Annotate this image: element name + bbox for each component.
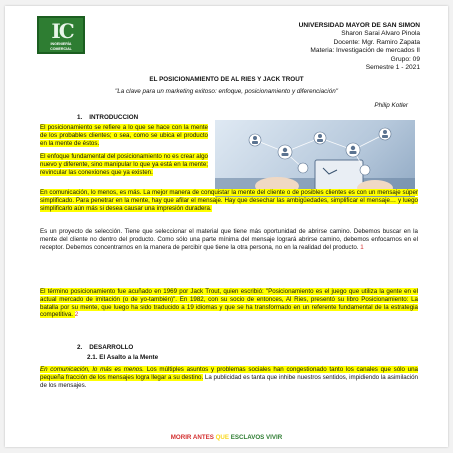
development-highlighted-text: Los múltiples asuntos y problemas sociales han congestionado tanto los canales que sólo una pequeña fracción de los mensajes logra llegar a su destino. (40, 366, 419, 381)
footnote-ref-2[interactable]: 2 (74, 311, 79, 319)
logo-mark: IC (51, 19, 73, 43)
intro-paragraph-3 (40, 189, 418, 212)
faculty-logo (37, 16, 85, 54)
footer-motto-part2: QUE (215, 434, 230, 441)
section-2-heading: 2. DESARROLLO (77, 344, 134, 351)
subject-name: Materia: Investigación de mercados II (310, 47, 420, 55)
logo-text-line1: INGENIERÍA (50, 42, 72, 46)
intro-paragraph-5-text: El término posicionamiento fue acuñado en 1969 por Jack Trout, quien escribió: "Posicionamiento es el juego que utiliza la gente en el actual mercado de imitación (o de yo-también)". En 1982, con su socio de entonces, Al Ries, presentó su libro Posicionamiento: La batalla por su mente, que luego ha sido traducido a 19 idiomas y que se ha transformado en un referente fundamental de la estrategia competitiva. (40, 288, 418, 319)
development-paragraph-1 (40, 366, 418, 389)
intro-paragraph-5 (40, 288, 418, 319)
subsection-2-1-heading: 2.1. El Asalto a la Mente (87, 354, 159, 361)
document-page (5, 6, 448, 447)
intro-paragraph-1-text: El posicionamiento se refiere a lo que se hace con la mente de los probables clientes; o sea, como se ubica el producto en la mente de éstos. (40, 124, 208, 147)
header-info (299, 22, 420, 72)
footer-motto (5, 434, 448, 441)
intro-paragraph-2-text: El enfoque fundamental del posicionamiento no es crear algo nuevo y diferente, sino manipular lo que ya está en la mente; revincular las conexiones que ya existen. (40, 153, 208, 176)
group-number: Grupo: 09 (390, 55, 420, 63)
intro-paragraph-4-text: Es un proyecto de selección. Tiene que seleccionar el material que tiene más oportunidad de abrirse camino. Debemos buscar en la mente del cliente no dentro del producto. Como sólo una parte mínima del mensaje logrará abrirse camino, debemos enfocarnos en el receptor. Debemos concentrarnos en la manera de percibir que tiene la otra persona, no en la realidad del producto. (40, 228, 418, 251)
footer-motto-part1: MORIR ANTES (170, 434, 216, 441)
university-name: UNIVERSIDAD MAYOR DE SAN SIMON (298, 22, 420, 29)
teacher-name: Docente: Mgr. Ramiro Zapata (333, 38, 420, 46)
semester: Semestre 1 - 2021 (365, 64, 420, 72)
student-name: Sharon Sarai Alvaro Pinola (341, 30, 420, 38)
footer-motto-part3: ESCLAVOS VIVIR (229, 434, 283, 441)
quote-author: Philip Kotler (374, 102, 408, 109)
section-1-heading: 1. INTRODUCCION (77, 114, 139, 121)
intro-paragraph-3-text: En comunicación, lo menos, es más. La mejor manera de conquistar la mente del cliente o de posibles clientes es con un mensaje súper simplificado. Para penetrar en la mente, hay que afilar el mensaje. Hay que desechar las ambigüedades, simplificar el mensaje… y luego simplificarlo aún más si desea causar una impresión duradera. (40, 189, 418, 212)
logo-text (40, 42, 82, 51)
logo-text-line2: COMERCIAL (50, 46, 72, 51)
intro-paragraph-1 (40, 124, 208, 147)
footnote-ref-1[interactable]: 1 (360, 243, 364, 251)
intro-paragraph-2 (40, 153, 208, 176)
document-title: EL POSICIONAMIENTO DE AL RIES Y JACK TROUT (149, 76, 304, 83)
development-plain-text: La publicidad es tanta que inhibe nuestros sentidos, impidiendo la asimilación de los mensajes. (40, 373, 418, 389)
intro-paragraph-4 (40, 228, 418, 251)
document-subtitle: "La clave para un marketing exitoso: enfoque, posicionamiento y diferenciación" (115, 88, 338, 95)
development-italic-text: En comunicación, lo más es menos. (40, 366, 145, 373)
